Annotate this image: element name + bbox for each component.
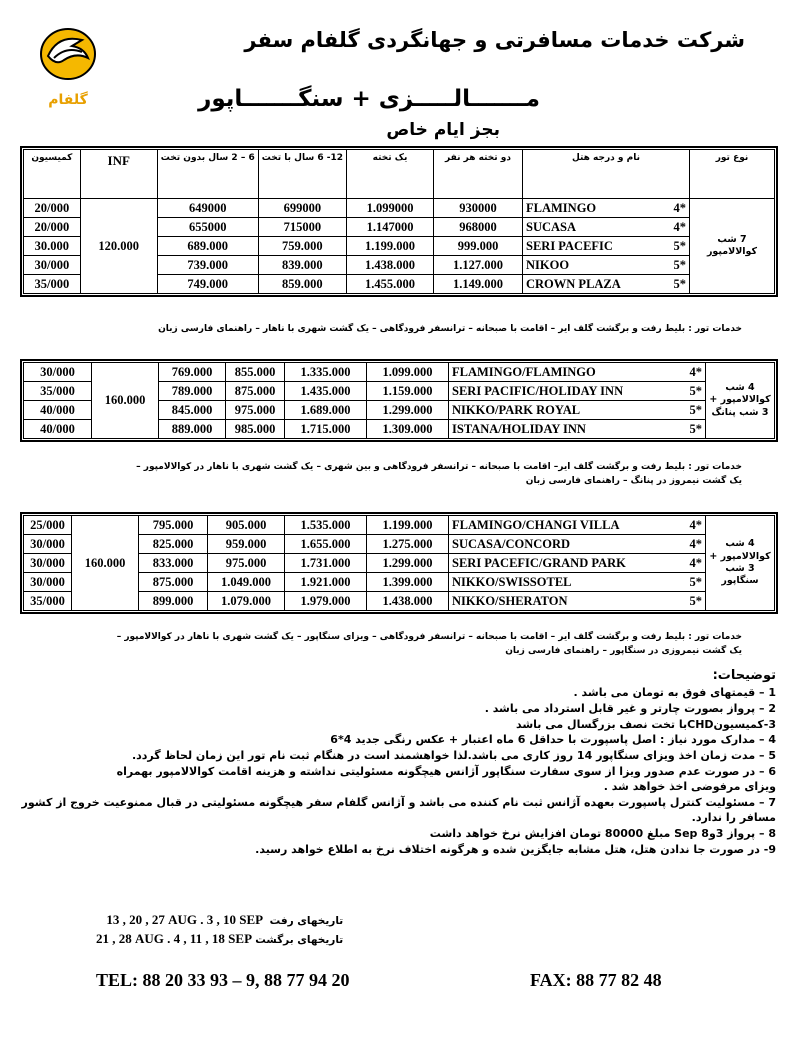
price-double: 999.000 [434, 237, 523, 256]
hotel-star-rating: 4* [689, 536, 702, 551]
price-child-bed: 1.049.000 [208, 573, 285, 592]
services-line: خدمات تور : بلیط رفت و برگشت گلف ایر – اقامت با صبحانه – ترانسفر فرودگاهی – یک گشت شهری با ناهار – راهنمای فارسی زبان [158, 324, 742, 334]
header-hotel: نام و درجه هتل [523, 150, 690, 199]
hotel-star-rating: 5* [673, 257, 686, 272]
company-logo [38, 22, 98, 110]
tour-services-1 [158, 323, 742, 337]
notes-section [16, 667, 776, 857]
table-header-row [24, 150, 775, 199]
note-item: 2 – پرواز بصورت چارتر و غیر قابل استرداد می باشد . [484, 702, 776, 716]
note-item: ویزای مرفوضی اخذ خواهد شد . [603, 780, 776, 794]
hotel-cell [523, 199, 690, 218]
hotel-cell [449, 554, 706, 573]
price-double: 930000 [434, 199, 523, 218]
note-item: 1 – قیمتهای فوق به تومان می باشد . [573, 686, 776, 700]
price-single: 1.435.000 [285, 382, 367, 401]
header-tour-type: نوع تور [690, 150, 775, 199]
hotel-star-rating: 4* [689, 555, 702, 570]
logo-wordmark: گلفام [48, 92, 88, 108]
inf-price: 160.000 [92, 363, 159, 439]
note-item: 6 – در صورت عدم صدور ویزا از سوی سفارت سنگاپور آژانس هیچگونه مسئولیتی نداشته و هزینه اقامت کوالالامپور بهمراه [116, 764, 776, 778]
hotel-name: SERI PACIFIC/HOLIDAY INN [452, 383, 624, 398]
price-single: 1.731.000 [285, 554, 367, 573]
tour-type-cell: 4 شب کوالالامپور + 3 شب سنگاپور [706, 516, 775, 611]
price-double: 1.275.000 [367, 535, 449, 554]
inf-price: 120.000 [80, 199, 157, 294]
price-child-nobed: 739.000 [157, 256, 258, 275]
hotel-name: NIKKO/PARK ROYAL [452, 402, 581, 417]
price-child-nobed: 889.000 [159, 420, 226, 439]
price-child-bed: 859.000 [258, 275, 346, 294]
note-item: 3-کمیسیونCHDبا تخت نصف بزرگسال می باشد [516, 717, 776, 731]
hotel-name: FLAMINGO/CHANGI VILLA [452, 517, 620, 532]
departure-dates-row [96, 911, 343, 930]
hotel-name: SUCASA/CONCORD [452, 536, 571, 551]
note-item: 5 – مدت زمان اخذ ویزای سنگاپور 14 روز کاری می باشد.لذا خواهشمند است در هنگام ثبت نام تور این زمان لحاظ گردد. [131, 748, 776, 762]
price-single: 1.535.000 [285, 516, 367, 535]
price-single: 1.979.000 [285, 592, 367, 611]
services-line: خدمات تور : بلیط رفت و برگشت گلف ایر– اقامت با صبحانه – ترانسفر فرودگاهی و بین شهری – یک گشت شهری با ناهار در کوالالامپور – [136, 462, 742, 472]
price-double: 1.099.000 [367, 363, 449, 382]
price-single: 1.921.000 [285, 573, 367, 592]
price-double: 1.199.000 [367, 516, 449, 535]
price-child-bed: 839.000 [258, 256, 346, 275]
hotel-cell [449, 592, 706, 611]
hotel-star-rating: 5* [673, 238, 686, 253]
hotel-star-rating: 5* [689, 402, 702, 417]
hotel-star-rating: 5* [689, 574, 702, 589]
commission: 35/000 [24, 592, 72, 611]
travel-dates [96, 911, 343, 949]
header-inf: INF [80, 150, 157, 199]
commission: 25/000 [24, 516, 72, 535]
price-double: 1.149.000 [434, 275, 523, 294]
price-child-nobed: 875.000 [139, 573, 208, 592]
price-child-bed: 985.000 [226, 420, 285, 439]
hotel-star-rating: 5* [689, 383, 702, 398]
commission: 30/000 [24, 535, 72, 554]
price-single: 1.099000 [347, 199, 434, 218]
price-child-nobed: 649000 [157, 199, 258, 218]
hotel-star-rating: 4* [689, 364, 702, 379]
price-table-kl-penang [20, 359, 778, 442]
hotel-name: NIKOO [526, 257, 570, 272]
price-child-nobed: 769.000 [159, 363, 226, 382]
commission: 20/000 [24, 199, 81, 218]
price-child-nobed: 795.000 [139, 516, 208, 535]
hotel-cell [449, 516, 706, 535]
price-double: 1.299.000 [367, 401, 449, 420]
inf-price: 160.000 [72, 516, 139, 611]
note-item: 7 – مسئولیت کنترل پاسپورت بعهده آژانس ثبت نام کننده می باشد و آژانس گلفام سفر هیچگونه مسئولیتی در قبال ممنوعیت خروج از کشور [21, 795, 776, 809]
commission: 30/000 [24, 573, 72, 592]
return-label: تاریخهای برگشت [255, 933, 344, 946]
price-child-bed: 905.000 [208, 516, 285, 535]
price-single: 1.455.000 [347, 275, 434, 294]
hotel-name: CROWN PLAZA [526, 276, 621, 291]
price-child-nobed: 833.000 [139, 554, 208, 573]
price-child-bed: 759.000 [258, 237, 346, 256]
hotel-cell [449, 573, 706, 592]
header-child-bed: 12- 6 سال با تخت [258, 150, 346, 199]
table-row [24, 363, 775, 382]
hotel-star-rating: 4* [673, 200, 686, 215]
price-double: 1.127.000 [434, 256, 523, 275]
hotel-name: NIKKO/SWISSOTEL [452, 574, 572, 589]
hotel-name: SERI PACEFIC [526, 238, 613, 253]
price-child-bed: 875.000 [226, 382, 285, 401]
table-row [24, 516, 775, 535]
commission: 40/000 [24, 401, 92, 420]
price-single: 1.438.000 [347, 256, 434, 275]
hotel-cell [523, 256, 690, 275]
price-single: 1.715.000 [285, 420, 367, 439]
commission: 35/000 [24, 382, 92, 401]
price-child-bed: 959.000 [208, 535, 285, 554]
commission: 35/000 [24, 275, 81, 294]
price-single: 1.199.000 [347, 237, 434, 256]
note-item: 9- در صورت جا ندادن هتل، هتل مشابه جایگزین شده و هرگونه اختلاف نرخ به اطلاع خواهد رسید. [255, 842, 776, 856]
hotel-cell [449, 420, 706, 439]
price-child-nobed: 789.000 [159, 382, 226, 401]
company-name: شرکت خدمات مسافرتی و جهانگردی گلفام سفر [244, 28, 745, 52]
price-child-nobed: 845.000 [159, 401, 226, 420]
hotel-star-rating: 4* [673, 219, 686, 234]
tour-type-cell: 4 شب کوالالامپور + 3 شب پنانگ [706, 363, 775, 439]
fax-number: FAX: 88 77 82 48 [530, 970, 662, 990]
tour-services-3 [117, 631, 742, 659]
header-double: دو تخته هر نفر [434, 150, 523, 199]
price-child-nobed: 655000 [157, 218, 258, 237]
page-subtitle: مـــــــالـــــزی + سنگـــــــاپور [198, 86, 540, 112]
departure-label: تاریخهای رفت [269, 915, 344, 927]
hotel-cell [523, 275, 690, 294]
tour-services-2 [136, 461, 742, 489]
note-item: 8 – پرواز 3و8 Sep مبلغ 80000 تومان افزایش نرخ خواهد داشت [429, 826, 776, 840]
hotel-cell [449, 382, 706, 401]
commission: 40/000 [24, 420, 92, 439]
hotel-cell [449, 401, 706, 420]
price-child-nobed: 825.000 [139, 535, 208, 554]
price-child-nobed: 689.000 [157, 237, 258, 256]
note-item: مسافر را ندارد. [691, 811, 776, 825]
departure-dates: 13 , 20 , 27 AUG . 3 , 10 SEP [106, 912, 264, 927]
tour-type-cell: 7 شب کوالالامپور [690, 199, 775, 294]
price-child-bed: 975.000 [226, 401, 285, 420]
hotel-star-rating: 4* [689, 517, 702, 532]
price-double: 1.309.000 [367, 420, 449, 439]
price-double: 1.299.000 [367, 554, 449, 573]
hotel-cell [523, 218, 690, 237]
price-child-nobed: 749.000 [157, 275, 258, 294]
hotel-star-rating: 5* [689, 593, 702, 608]
notes-title: توضیحات: [712, 668, 776, 683]
services-line: یک گشت نیمروز در پنانگ – راهنمای فارسی زبان [525, 475, 742, 486]
hotel-star-rating: 5* [673, 276, 686, 291]
price-single: 1.689.000 [285, 401, 367, 420]
price-child-bed: 699000 [258, 199, 346, 218]
price-child-nobed: 899.000 [139, 592, 208, 611]
services-line: یک گشت نیمروزی در سنگاپور – راهنمای فارسی زبان [505, 645, 742, 656]
commission: 20/000 [24, 218, 81, 237]
price-child-bed: 855.000 [226, 363, 285, 382]
phone-numbers: TEL: 88 20 33 93 – 9, 88 77 94 20 [96, 970, 350, 990]
price-double: 1.399.000 [367, 573, 449, 592]
price-child-bed: 1.079.000 [208, 592, 285, 611]
hotel-name: NIKKO/SHERATON [452, 593, 568, 608]
price-single: 1.335.000 [285, 363, 367, 382]
price-table-7-nights [20, 146, 778, 297]
hotel-cell [449, 363, 706, 382]
services-line: خدمات تور : بلیط رفت و برگشت گلف ایر – اقامت با صبحانه – ترانسفر فرودگاهی – ویزای سنگاپور – یک گشت شهری با ناهار در کوالالامپور – [116, 632, 742, 642]
special-note: بجز ایام خاص [386, 120, 500, 140]
price-double: 1.438.000 [367, 592, 449, 611]
hotel-name: SUCASA [526, 219, 577, 234]
hotel-cell [523, 237, 690, 256]
return-dates: 21 , 28 AUG . 4 , 11 , 18 SEP [96, 930, 253, 946]
price-single: 1.655.000 [285, 535, 367, 554]
price-child-bed: 975.000 [208, 554, 285, 573]
commission: 30/000 [24, 363, 92, 382]
hotel-name: FLAMINGO/FLAMINGO [452, 364, 596, 379]
note-item: 4 – مدارک مورد نیاز : اصل پاسپورت با حداقل 6 ماه اعتبار + عکس رنگی جدید 4*6 [330, 733, 776, 747]
price-double: 968000 [434, 218, 523, 237]
header-single: یک تخته [347, 150, 434, 199]
header-child-nobed: 6 – 2 سال بدون تخت [157, 150, 258, 199]
hotel-name: ISTANA/HOLIDAY INN [452, 421, 586, 436]
price-single: 1.147000 [347, 218, 434, 237]
table-row [24, 199, 775, 218]
hotel-cell [449, 535, 706, 554]
hotel-name: SERI PACEFIC/GRAND PARK [452, 555, 626, 570]
price-double: 1.159.000 [367, 382, 449, 401]
price-table-kl-singapore [20, 512, 778, 614]
price-child-bed: 715000 [258, 218, 346, 237]
commission: 30.000 [24, 237, 81, 256]
commission: 30/000 [24, 554, 72, 573]
commission: 30/000 [24, 256, 81, 275]
header-commission: کمیسیون [24, 150, 81, 199]
hotel-star-rating: 5* [689, 421, 702, 436]
hotel-name: FLAMINGO [526, 200, 597, 215]
return-dates-row [96, 930, 343, 949]
